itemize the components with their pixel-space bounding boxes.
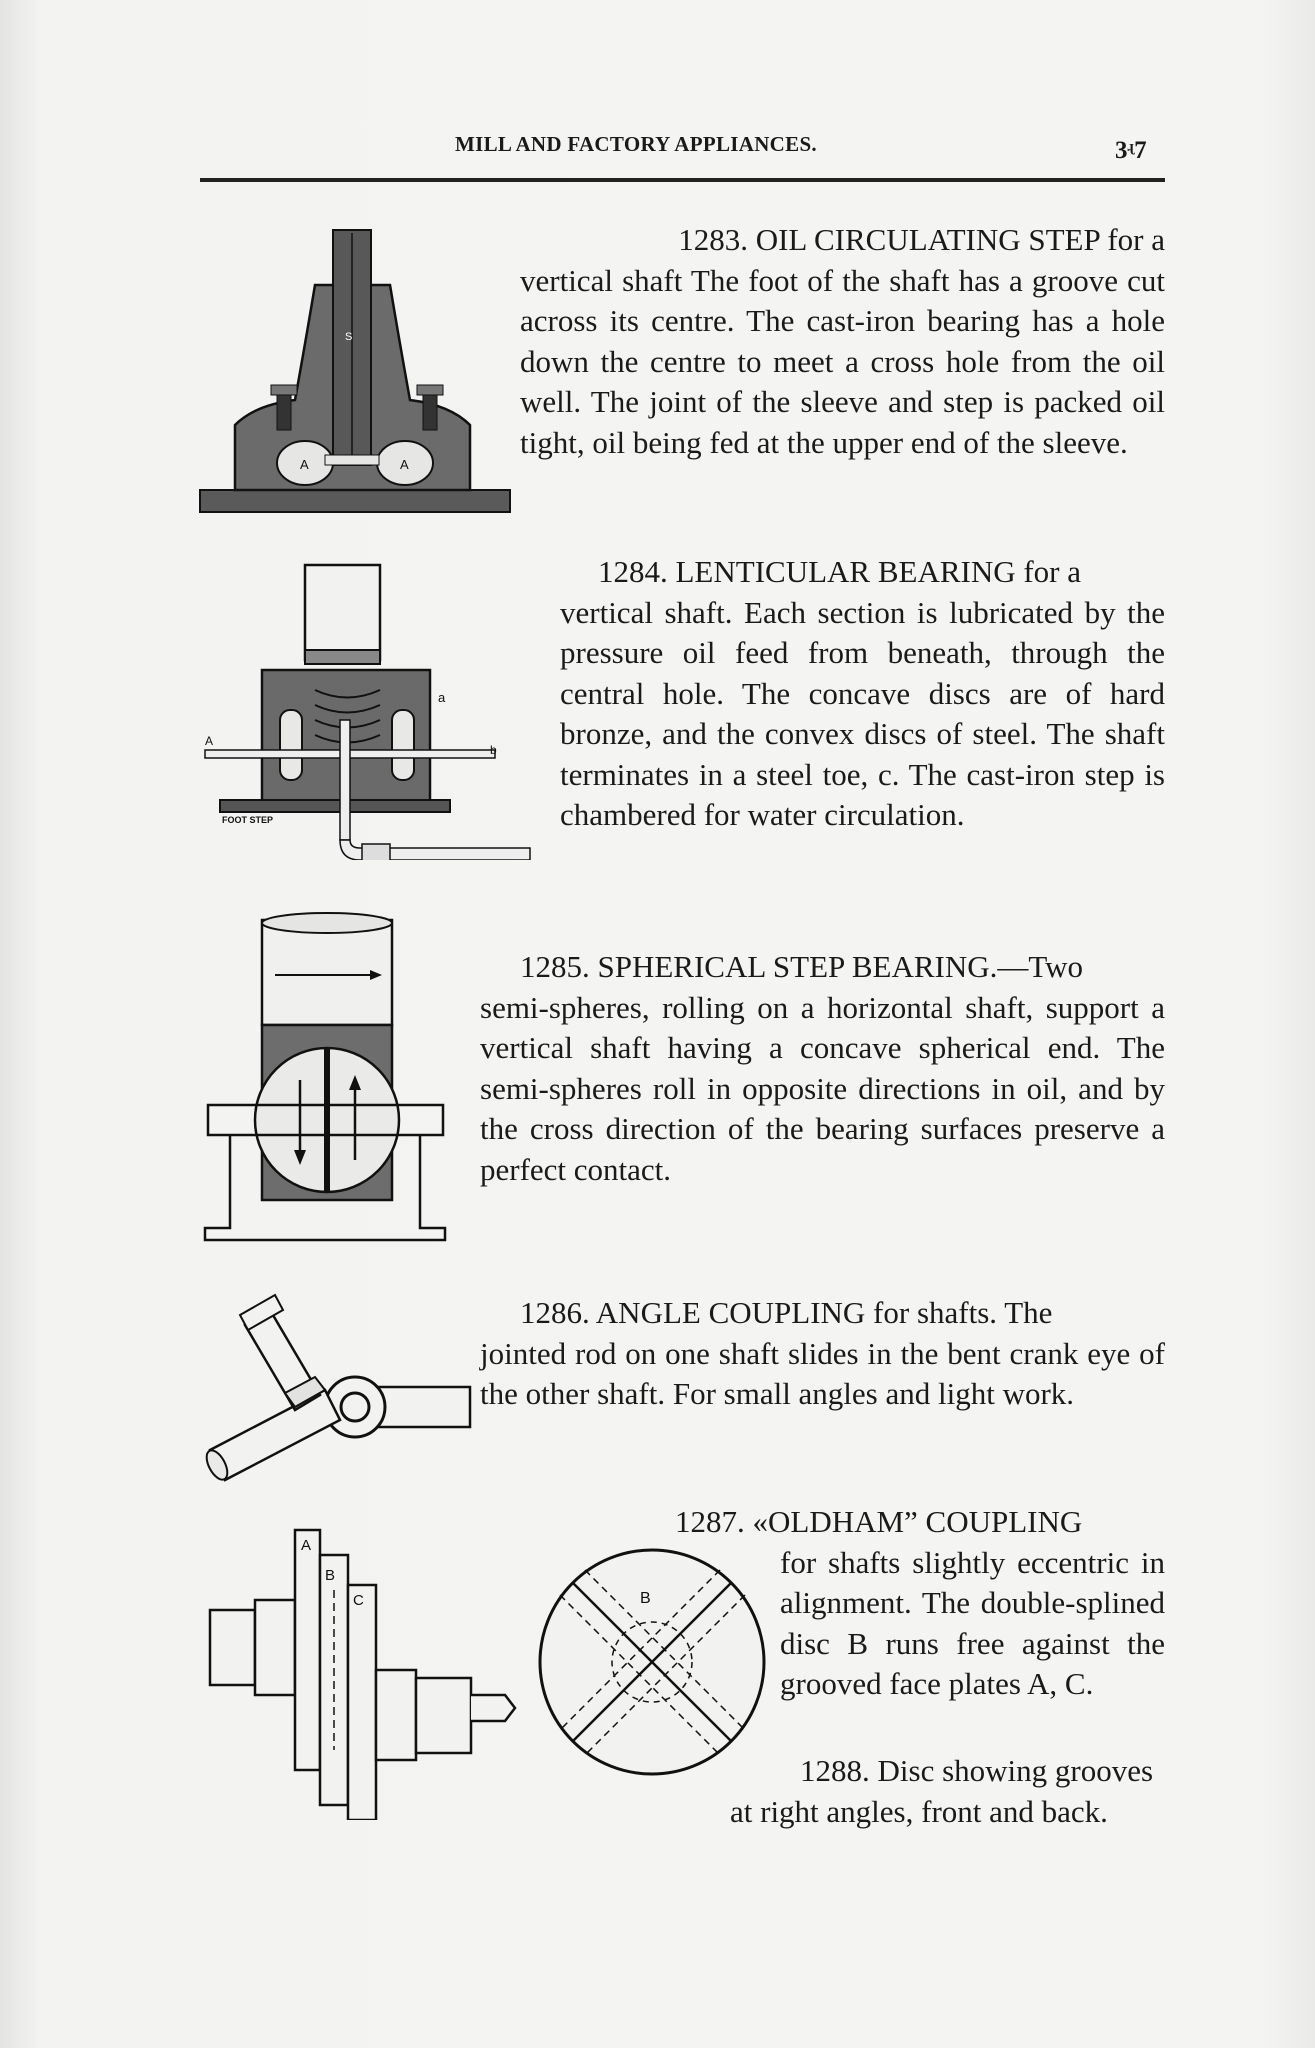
- fig1283-label-a-right: A: [400, 457, 409, 472]
- fig1283-label-a-left: A: [300, 457, 309, 472]
- fig1284-label-A: A: [205, 734, 214, 748]
- figure-1283-oil-circulating-step: [195, 225, 515, 520]
- entry-1283-body: vertical shaft The foot of the shaft has a groove cut across its centre. The cast-iron bearing has a hole down the centre to meet a cross hole from the oil well. The joint of the sleeve and step is packed oil tight, oil being fed at the upper end of the sleeve.: [520, 262, 1165, 460]
- entry-1287-body: for shafts slightly eccentric in alignment. The double-splined disc B runs free against the grooved face plates A, C.: [780, 1544, 1165, 1701]
- fig1284-label-b: b: [490, 743, 497, 757]
- entry-1286-lead: 1286. ANGLE COUPLING for shafts. The: [520, 1295, 1053, 1330]
- fig1287-label-c: C: [353, 1592, 364, 1609]
- entry-1287-lead: 1287. «OLDHAM” COUPLING: [675, 1504, 1083, 1539]
- figure-1286-angle-coupling: [205, 1285, 475, 1485]
- entry-1283-lead: 1283. OIL CIRCULATING STEP for a: [678, 222, 1165, 257]
- header-rule: [200, 178, 1165, 182]
- entry-1283: [520, 220, 1165, 463]
- entry-1288-lead: 1288. Disc showing grooves: [800, 1753, 1154, 1788]
- running-header: MILL AND FACTORY APPLIANCES.: [455, 132, 817, 156]
- page-number: 3ʵ7: [1115, 137, 1147, 164]
- entry-1285: [480, 947, 1165, 1190]
- fig1287-label-a: A: [301, 1537, 312, 1554]
- fig1284-label-a: a: [438, 690, 446, 705]
- fig1288-label-b: B: [640, 1590, 651, 1607]
- fig1283-label-s: S: [345, 331, 353, 343]
- fig1284-label-foot-step: FOOT STEP: [222, 815, 274, 825]
- entry-1288-body: at right angles, front and back.: [730, 1793, 1108, 1829]
- entry-1288: [730, 1751, 1185, 1832]
- entry-1286: [480, 1293, 1165, 1415]
- entry-1285-lead: 1285. SPHERICAL STEP BEARING.—Two: [520, 949, 1084, 984]
- figure-1285-spherical-step-bearing: [200, 910, 450, 1245]
- figure-1287-oldham-coupling: [205, 1520, 535, 1820]
- entry-1284-lead: 1284. LENTICULAR BEARING for a: [598, 554, 1082, 589]
- figure-1288-grooved-disc: [535, 1545, 770, 1780]
- entry-1286-body: jointed rod on one shaft slides in the bent crank eye of the other shaft. For small angles and light work.: [480, 1335, 1165, 1411]
- entry-1285-body: semi-spheres, rolling on a horizontal shaft, support a vertical shaft having a concave spherical end. The semi-spheres roll in opposite directions in oil, and by the cross direction of the bearing surfaces preserve a perfect contact.: [480, 989, 1165, 1187]
- entry-1287: [675, 1502, 1165, 1705]
- entry-1284-body: vertical shaft. Each section is lubricated by the pressure oil feed from beneath, through the central hole. The concave discs are of hard bronze, and the convex discs of steel. The shaft terminates in a steel toe, c. The cast-iron step is chambered for water circulation.: [560, 594, 1165, 832]
- entry-1284: [560, 552, 1165, 836]
- figure-1284-lenticular-bearing: [200, 560, 540, 860]
- fig1287-label-b: B: [325, 1567, 336, 1584]
